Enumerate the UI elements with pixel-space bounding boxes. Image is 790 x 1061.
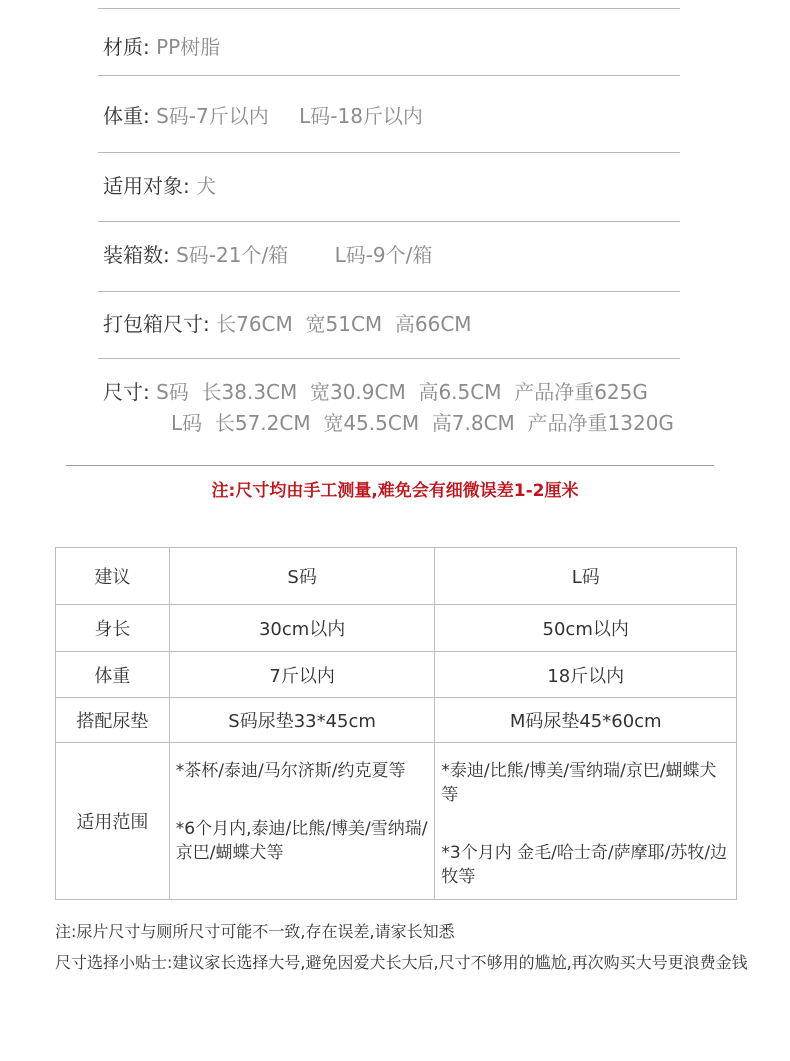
cell-l: 50cm以内 [435,605,737,652]
size-table [55,547,737,900]
divider [98,152,680,153]
spec-material [103,32,220,62]
divider [98,358,680,359]
spec-target [103,171,216,201]
spec-value: PP树脂 [156,35,221,59]
divider [98,8,680,9]
table-header-row [56,548,737,605]
cell-s-usage [169,743,435,900]
spec-label: 材质: [103,35,150,59]
divider [98,75,680,76]
cell-l: 18斤以内 [435,652,737,698]
usage-s-line2: *6个月内,泰迪/比熊/博美/雪纳瑞/京巴/蝴蝶犬等 [175,819,428,863]
row-label: 体重 [56,652,170,698]
spec-value-s: S码-21个/箱 [176,243,289,267]
usage-s-line1: *茶杯/泰迪/马尔济斯/约克夏等 [175,761,406,781]
spec-size-line2: L码 长57.2CM 宽45.5CM 高7.8CM 产品净重1320G [171,411,674,435]
usage-l-line1: *泰迪/比熊/博美/雪纳瑞/京巴/蝴蝶犬等 [441,761,717,805]
spec-size [103,377,674,439]
spec-size-line1: S码 长38.3CM 宽30.9CM 高6.5CM 产品净重625G [156,380,648,404]
table-row [56,652,737,698]
table-row-usage [56,743,737,900]
table-row [56,605,737,652]
spec-value: 犬 [196,174,217,198]
measurement-note: 注:尺寸均由手工测量,难免会有细微误差1-2厘米 [211,481,579,501]
table-header-label: 建议 [56,548,170,605]
footer-note-2: 尺寸选择小贴士:建议家长选择大号,避免因爱犬长大后,尺寸不够用的尴尬,再次购买大号更浪费金钱 [55,953,748,972]
spec-label: 装箱数: [103,243,170,267]
spec-value-l: L码-9个/箱 [334,243,433,267]
spec-value: 长76CM 宽51CM 高66CM [216,312,472,336]
table-row [56,698,737,743]
cell-s: 7斤以内 [169,652,435,698]
footer-note-1: 注:尿片尺寸与厕所尺寸可能不一致,存在误差,请家长知悉 [55,922,455,941]
cell-s: 30cm以内 [169,605,435,652]
spec-value-l: L码-18斤以内 [299,104,423,128]
spec-carton [103,309,472,339]
table-header-l: L码 [435,548,737,605]
cell-s: S码尿垫33*45cm [169,698,435,743]
divider [98,221,680,222]
table-header-s: S码 [169,548,435,605]
usage-l-line2: *3个月内 金毛/哈士奇/萨摩耶/苏牧/边牧等 [441,843,728,887]
cell-l: M码尿垫45*60cm [435,698,737,743]
divider [98,291,680,292]
spec-label: 适用对象: [103,174,190,198]
spec-weight [103,101,423,131]
row-label: 搭配尿垫 [56,698,170,743]
row-label: 适用范围 [56,743,170,900]
spec-label: 体重: [103,104,150,128]
spec-label: 尺寸: [103,380,150,404]
row-label: 身长 [56,605,170,652]
spec-packing [103,240,432,270]
cell-l-usage [435,743,737,900]
divider [66,465,714,466]
spec-label: 打包箱尺寸: [103,312,210,336]
spec-value-s: S码-7斤以内 [156,104,269,128]
